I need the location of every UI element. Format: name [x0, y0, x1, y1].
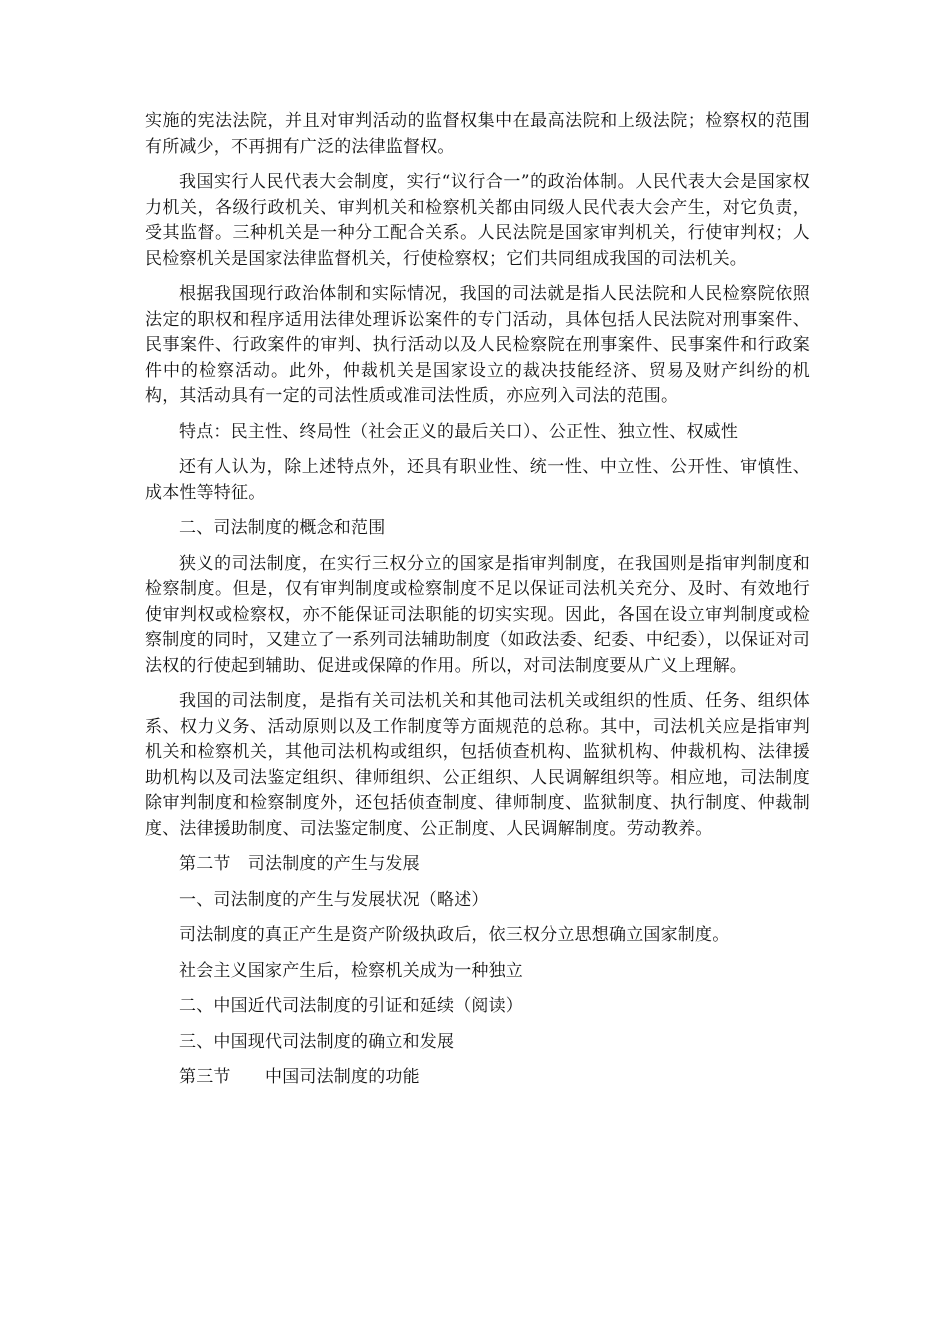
heading-contemporary-china: 三、中国现代司法制度的确立和发展	[179, 1031, 455, 1052]
paragraph-socialist-states: 社会主义国家产生后，检察机关成为一种独立	[179, 960, 523, 981]
paragraph-peoples-congress: 我国实行人民代表大会制度，实行“议行合一”的政治体制。人民代表大会是国家权力机关，各级行政机关、审判机关和检察机关都由同级人民代表大会产生，对它负责，受其监督。三种机关是一种分工配合关系。人民法院是国家审判机关，行使审判权；人民检察机关是国家法律监督机关，行使检察权；它们共同组成我国的司法机关。	[145, 172, 810, 269]
heading-section-three: 第三节 中国司法制度的功能	[179, 1067, 420, 1087]
paragraph-true-origin: 司法制度的真正产生是资产阶级执政后，依三权分立思想确立国家制度。	[179, 925, 730, 945]
paragraph-features: 特点：民主性、终局性（社会正义的最后关口）、公正性、独立性、权威性	[179, 421, 739, 442]
heading-modern-china: 二、中国近代司法制度的引证和延续（阅读）	[179, 996, 523, 1016]
heading-concept-and-scope: 二、司法制度的概念和范围	[179, 518, 386, 538]
paragraph-constitutional-court: 实施的宪法法院，并且对审判活动的监督权集中在最高法院和上级法院；检察权的范围有所减少，不再拥有广泛的法律监督权。	[145, 111, 810, 157]
heading-section-two: 第二节 司法制度的产生与发展	[179, 854, 420, 874]
paragraph-judicial-definition: 根据我国现行政治体制和实际情况，我国的司法就是指人民法院和人民检察院依照法定的职权和程序适用法律处理诉讼案件的专门活动，具体包括人民法院对刑事案件、民事案件、行政案件的审判、执行活动以及人民检察院在刑事案件、民事案件和行政案件中的检察活动。此外，仲裁机关是国家设立的裁决技能经济、贸易及财产纠纷的机构，其活动具有一定的司法性质或准司法性质，亦应列入司法的范围。	[145, 284, 810, 406]
paragraph-other-features: 还有人认为，除上述特点外，还具有职业性、统一性、中立性、公开性、审慎性、成本性等特征。	[145, 457, 810, 503]
paragraph-our-judicial-system: 我国的司法制度，是指有关司法机关和其他司法机关或组织的性质、任务、组织体系、权力义务、活动原则以及工作制度等方面规范的总称。其中，司法机关应是指审判机关和检察机关，其他司法机构或组织，包括侦查机构、监狱机构、仲裁机构、法律援助机构以及司法鉴定组织、律师组织、公正组织、人民调解组织等。相应地，司法制度除审判制度和检察制度外，还包括侦查制度、律师制度、监狱制度、执行制度、仲裁制度、法律援助制度、司法鉴定制度、公正制度、人民调解制度。劳动教养。	[145, 691, 810, 839]
heading-origin-development: 一、司法制度的产生与发展状况（略述）	[179, 889, 489, 910]
paragraph-narrow-definition: 狭义的司法制度，在实行三权分立的国家是指审判制度，在我国则是指审判制度和检察制度。但是，仅有审判制度或检察制度不足以保证司法机关充分、及时、有效地行使审判权或检察权，亦不能保证司法职能的切实实现。因此，各国在设立审判制度或检察制度的同时，又建立了一系列司法辅助制度（如政法委、纪委、中纪委），以保证对司法权的行使起到辅助、促进或保障的作用。所以，对司法制度要从广义上理解。	[145, 553, 810, 676]
document-page	[145, 109, 810, 1101]
